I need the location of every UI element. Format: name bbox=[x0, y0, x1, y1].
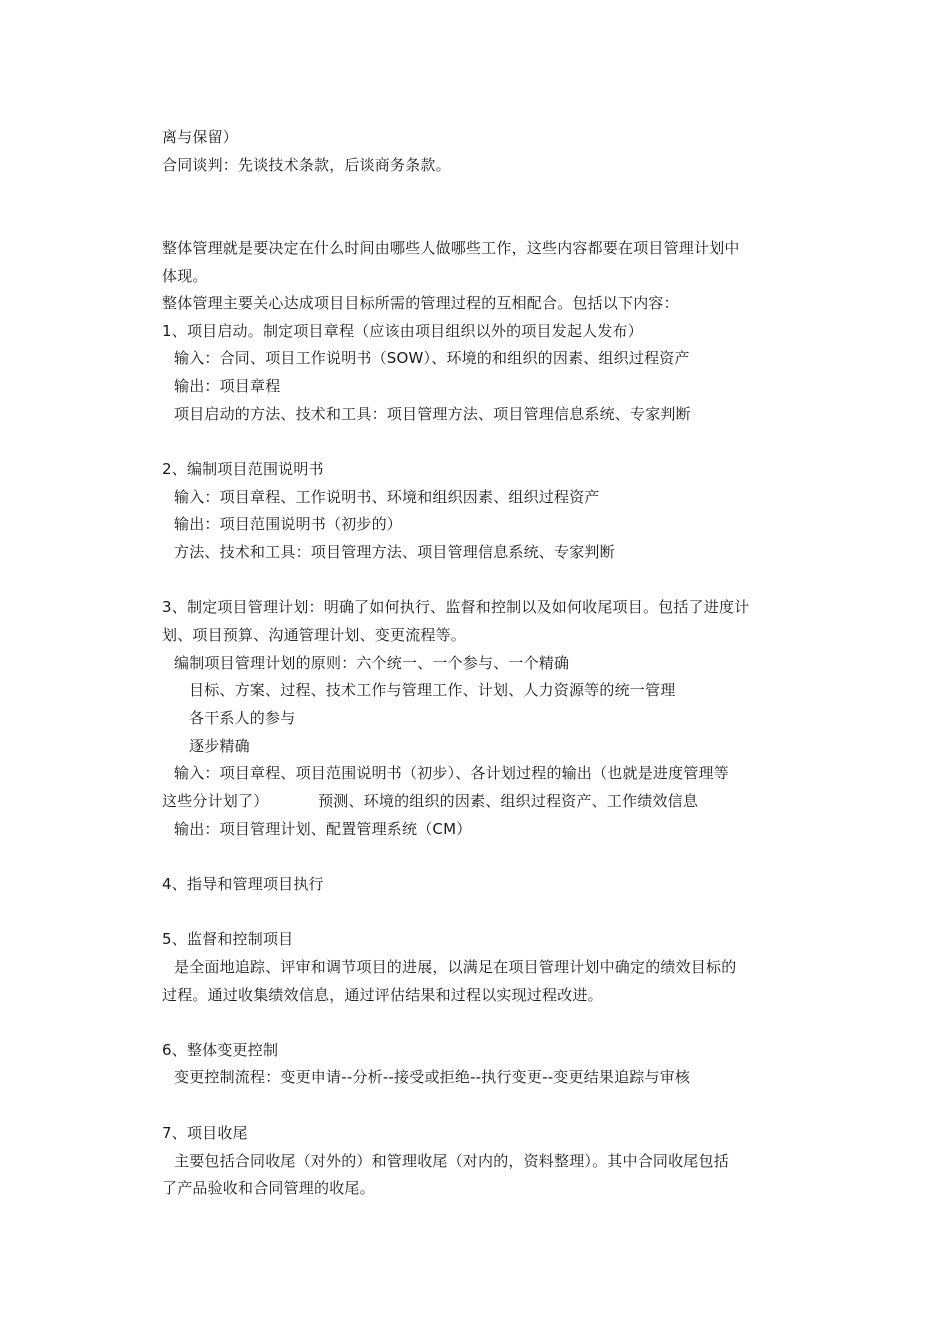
text-line: 体现。 bbox=[162, 267, 208, 285]
text-line: 输入：合同、项目工作说明书（SOW）、环境的和组织的因素、组织过程资产 bbox=[174, 349, 690, 367]
text-line: 这些分计划了） 预测、环境的组织的因素、组织过程资产、工作绩效信息 bbox=[162, 792, 699, 810]
text-line: 编制项目管理计划的原则：六个统一、一个参与、一个精确 bbox=[174, 654, 570, 672]
text-line: 合同谈判：先谈技术条款，后谈商务条款。 bbox=[162, 156, 451, 174]
section-heading: 3、制定项目管理计划：明确了如何执行、监督和控制以及如何收尾项目。包括了进度计 bbox=[162, 598, 750, 616]
text-line: 变更控制流程：变更申请--分析--接受或拒绝--执行变更--变更结果追踪与审核 bbox=[174, 1068, 691, 1086]
text-line: 主要包括合同收尾（对外的）和管理收尾（对内的，资料整理）。其中合同收尾包括 bbox=[174, 1152, 729, 1170]
text-line: 输入：项目章程、项目范围说明书（初步）、各计划过程的输出（也就是进度管理等 bbox=[174, 764, 729, 782]
text-line: 逐步精确 bbox=[189, 737, 250, 755]
text-line: 输出：项目章程 bbox=[174, 377, 281, 395]
section-heading: 7、项目收尾 bbox=[162, 1124, 248, 1142]
section-heading: 5、监督和控制项目 bbox=[162, 930, 294, 948]
text-line: 整体管理主要关心达成项目目标所需的管理过程的互相配合。包括以下内容： bbox=[162, 294, 679, 312]
text-line: 离与保留） bbox=[162, 128, 239, 146]
text-line: 划、项目预算、沟通管理计划、变更流程等。 bbox=[162, 626, 467, 644]
section-heading: 6、整体变更控制 bbox=[162, 1041, 279, 1059]
text-line: 目标、方案、过程、技术工作与管理工作、计划、人力资源等的统一管理 bbox=[189, 681, 676, 699]
text-line: 输出：项目管理计划、配置管理系统（CM） bbox=[174, 820, 472, 838]
text-line: 整体管理就是要决定在什么时间由哪些人做哪些工作，这些内容都要在项目管理计划中 bbox=[162, 239, 740, 257]
section-heading: 2、编制项目范围说明书 bbox=[162, 460, 324, 478]
text-line: 各干系人的参与 bbox=[189, 709, 296, 727]
text-line: 输出：项目范围说明书（初步的） bbox=[174, 515, 403, 533]
text-line: 输入：项目章程、工作说明书、环境和组织因素、组织过程资产 bbox=[174, 488, 600, 506]
text-line: 过程。通过收集绩效信息，通过评估结果和过程以实现过程改进。 bbox=[162, 986, 603, 1004]
text-line: 了产品验收和合同管理的收尾。 bbox=[162, 1179, 375, 1197]
text-line: 方法、技术和工具：项目管理方法、项目管理信息系统、专家判断 bbox=[174, 543, 615, 561]
section-heading: 1、项目启动。制定项目章程（应该由项目组织以外的项目发起人发布） bbox=[162, 322, 643, 340]
text-line: 是全面地追踪、评审和调节项目的进展，以满足在项目管理计划中确定的绩效目标的 bbox=[174, 958, 737, 976]
section-heading: 4、指导和管理项目执行 bbox=[162, 875, 324, 893]
text-line: 项目启动的方法、技术和工具：项目管理方法、项目管理信息系统、专家判断 bbox=[174, 405, 691, 423]
